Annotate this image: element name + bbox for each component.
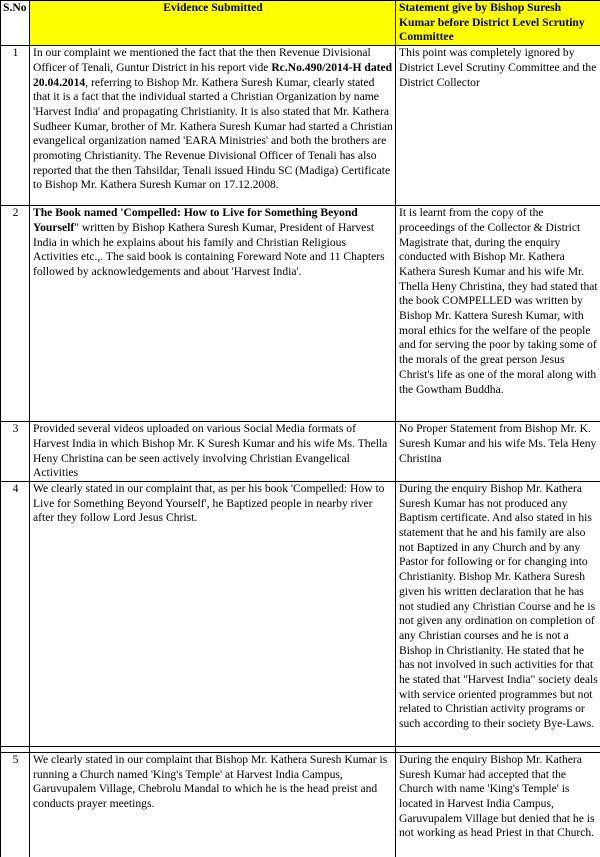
evidence-cell: We clearly stated in our complaint that, as per his book 'Compelled: How to Live for Something Beyond Yourself', he Baptized people in nearby river after they follow Lord Jesus Christ. xyxy=(30,481,396,746)
evidence-text: In our complaint we mentioned the fact that the then Revenue Divisional Officer of Tenali, Guntur District in his report vide xyxy=(33,46,371,74)
header-sno: S.No xyxy=(1,1,30,46)
report-reference: Rc.No.490/2014-H dated 20.04.2014 xyxy=(33,60,393,89)
header-statement: Statement give by Bishop Suresh Kumar before District Level Scrutiny Committee xyxy=(396,1,600,46)
table-row xyxy=(1,481,600,746)
row-number: 4 xyxy=(1,481,30,746)
row-number: 1 xyxy=(1,46,30,206)
table-row xyxy=(1,752,600,857)
evidence-cell xyxy=(30,46,396,206)
statement-cell: It is learnt from the copy of the proceedings of the Collector & District Magistrate that, during the enquiry conducted with Bishop Mr. Kathera Kathera Suresh Kumar and his wife Mr. Thella Heny Christina, they had stated that the book COMPELLED was written by Bishop Mr. Kattera Suresh Kumar, with moral ethics for the welfare of the people and for serving the poor by taking some of the morals of the great person Jesus Christ's life as one of the moral along with the Gowtham Buddha. xyxy=(396,206,600,422)
row-number: 3 xyxy=(1,422,30,482)
table-row xyxy=(1,422,600,482)
evidence-text: , referring to Bishop Mr. Kathera Suresh Kumar, clearly stated that it is a fact that the individual started a Christian Organization by name 'Harvest India' and propagating Christianity. It is also stated that Mr. Kathera Sudheer Kumar, brother of Mr. Kathera Suresh Kumar had started a Christian evangelical organization named 'EARA Ministries' and both the brothers are promoting Christianity. The Revenue Divisional Officer of Tenali has also reported that the then Tahsildar, Tenali issued Hindu SC (Madiga) Certificate to Bishop Mr. Kathera Suresh Kumar on 17.12.2008. xyxy=(33,75,393,192)
header-evidence: Evidence Submitted xyxy=(30,1,396,46)
row-number: 5 xyxy=(1,752,30,857)
table-header-row xyxy=(1,1,600,46)
evidence-text: " written by Bishop Kathera Suresh Kumar, President of Harvest India in which he explains about his family and Christian Religious Activities etc.,. The said book is containing Foreward Note and 11 Chapters followed by acknowledgements and about 'Harvest India'. xyxy=(33,220,385,278)
evidence-cell: Provided several videos uploaded on various Social Media formats of Harvest India in which Bishop Mr. K Suresh Kumar and his wife Ms. Thella Heny Christina can be seen actively involving Christian Evangelical Activities xyxy=(30,422,396,482)
evidence-cell: We clearly stated in our complaint that Bishop Mr. Kathera Suresh Kumar is running a Church named 'King's Temple' at Harvest India Campus, Garuvupalem Village, Chebrolu Mandal to which he is the head preist and conducts prayer meetings. xyxy=(30,752,396,857)
row-number: 2 xyxy=(1,206,30,422)
statement-cell: During the enquiry Bishop Mr. Kathera Suresh Kumar has not produced any Baptism certificate. And also stated in his statement that he and his family are also not Baptized in any Church and by any Pastor for following or for changing into Christianity. Bishop Mr. Kathera Suresh given his written declaration that he has not studied any Christian Course and he is not given any ordination on completion of any Christian courses and he is not a Bishop in Christianity. He stated that he has not involved in such activities for that he stated that "Harvest India" society deals with service oriented programmes but not related to Christian activity programs or such according to their society Bye-Laws. xyxy=(396,481,600,746)
table-row xyxy=(1,206,600,422)
statement-cell: No Proper Statement from Bishop Mr. K. Suresh Kumar and his wife Ms. Tela Heny Christina xyxy=(396,422,600,482)
book-title: The Book named 'Compelled: How to Live for Something Beyond Yourself xyxy=(33,206,358,234)
evidence-cell xyxy=(30,206,396,422)
table-row xyxy=(1,46,600,206)
statement-cell: This point was completely ignored by District Level Scrutiny Committee and the District Collector xyxy=(396,46,600,206)
statement-cell: During the enquiry Bishop Mr. Kathera Suresh Kumar had accepted that the Church with name 'King's Temple' is located in Harvest India Campus, Garuvupalem Village but denied that he is not working as head Priest in that Church. xyxy=(396,752,600,857)
